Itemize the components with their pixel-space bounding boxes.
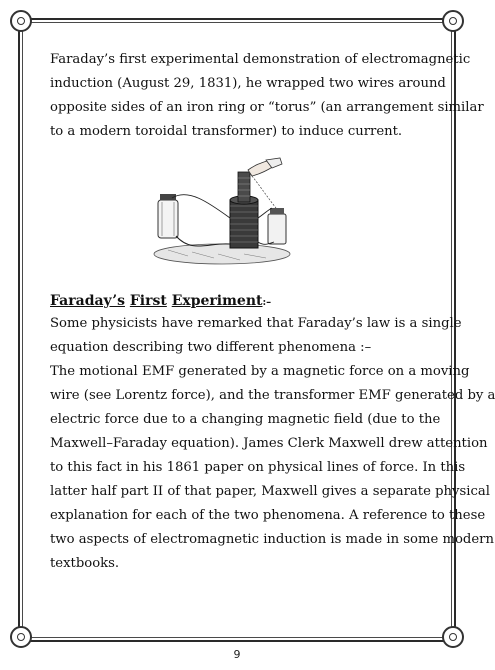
corner-ornament-bottom-left [10, 626, 32, 648]
heading-word: Experiment [171, 293, 263, 309]
body-line: Maxwell–Faraday equation). James Clerk Maxwell drew attention [50, 436, 488, 451]
body-line: Some physicists have remarked that Faraday’s law is a single [50, 316, 462, 331]
body-line: latter half part II of that paper, Maxwell gives a separate physical [50, 484, 490, 499]
body-paragraph [50, 312, 495, 576]
body-line: to this fact in his 1861 paper on physical lines of force. In this [50, 460, 466, 475]
intro-paragraph [50, 48, 484, 144]
corner-ornament-bottom-right [442, 626, 464, 648]
body-line: textbooks. [50, 556, 120, 571]
body-line: The motional EMF generated by a magnetic force on a moving [50, 364, 470, 379]
corner-ornament-top-left [10, 10, 32, 32]
body-line: electric force due to a changing magnetic field (due to the [50, 412, 441, 427]
page-number: 9 [233, 648, 241, 661]
body-line: equation describing two different phenomena :– [50, 340, 372, 355]
body-line: explanation for each of the two phenomena. A reference to these [50, 508, 486, 523]
body-line: two aspects of electromagnetic induction is made in some modern [50, 532, 494, 547]
intro-line: opposite sides of an iron ring or “torus” (an arrangement similar [50, 100, 484, 115]
intro-line: Faraday’s first experimental demonstration of electromagnetic [50, 52, 471, 67]
intro-line: induction (August 29, 1831), he wrapped two wires around [50, 76, 446, 91]
corner-ornament-top-right [442, 10, 464, 32]
induction-apparatus-icon [148, 158, 296, 268]
heading-word: Faraday’s [50, 293, 125, 309]
body-line: wire (see Lorentz force), and the transformer EMF generated by a [50, 388, 495, 403]
heading-word: First [129, 293, 167, 309]
heading-suffix: :– [262, 297, 272, 308]
induction-apparatus-figure [148, 158, 296, 268]
intro-line: to a modern toroidal transformer) to induce current. [50, 124, 403, 139]
